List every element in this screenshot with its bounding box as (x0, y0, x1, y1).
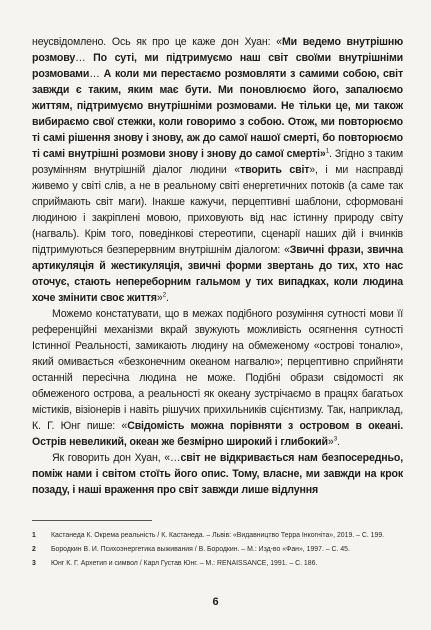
text-run: … (89, 68, 104, 80)
footnote-text: Бородкин В. И. Психоэнергетика выживания / В. Бородкин. – М.: Изд-во «Фан», 1997. – С. 45. (51, 546, 350, 553)
footnote-ref: 1 (325, 147, 330, 155)
footnote-text: Юнг К. Г. Архетип и символ / Карл Густав Юнг. – М.: RENAISSANCE, 1991. – С. 186. (51, 560, 318, 567)
footnote-text: Кастанеда К. Окрема реальність / К. Кастанеда. – Львів: «Видавництво Терра Інкогніта», 2019. – С. 199. (51, 532, 385, 539)
main-text (32, 34, 403, 498)
text-run: неусвідомлено. Ось як про це каже дон Хуан: « (32, 36, 282, 48)
emphasized-text: » (319, 148, 326, 160)
paragraph-3 (32, 450, 403, 498)
text-run: Можемо констатувати, що в межах подібного розуміння сутності мови її референційні механізми вкрай звужують можливість осягнення сутності Істинної Реальності, замикають людину на обмеженому «острові тоналю», який омивається «безконечним океаном нагвалю»; перцептивно сприйняти останній пересічна людина не може. Подібні образи свідомості як обмеженого острова, а реальності як океану зустрічаємо в працях багатьох містиків, візіонерів і навіть рішучих прихильників сцієнтизму. Так, наприклад, К. Г. Юнг пише: « (32, 308, 403, 432)
emphasized-text: творить світ (240, 164, 310, 176)
page-number: 6 (212, 596, 219, 608)
footnote-number: 1 (32, 532, 36, 539)
emphasized-text: світ не відкривається нам безпосередньо, поміж нами і світом стоїть його опис. Тому, власне, ми завжди на крок позаду, і наші враження про світ завжди лише відлуння (32, 452, 403, 496)
footnote-divider (32, 520, 152, 521)
emphasized-text: Свідомість можна порівняти з островом в океані. Острів невеликий, океан же безмірно широкий і глибокий (32, 420, 403, 448)
emphasized-text: По суті, ми підтримуємо наш світ своїми внутрішніми розмовами (32, 52, 403, 80)
text-run: » (327, 436, 334, 448)
paragraph-2 (32, 306, 403, 450)
footnote (32, 531, 403, 540)
emphasized-text: Звичні фрази, звична артикуляція й жестикуляція, звичні форми звертань до тих, хто нас оточує, стають непереборним гальмом у тих випадках, коли людина хоче змінити своє життя (32, 244, 403, 304)
footnote-ref: 2 (162, 291, 167, 299)
text-run: . Згідно з таким розумінням внутрішній діалог людини « (32, 148, 403, 176)
footnote (32, 559, 403, 568)
text-run: Як говорить дон Хуан, «… (52, 452, 181, 464)
emphasized-text: А коли ми перестаємо розмовляти з самими собою, світ завжди є таким, яким має бути. Ми поновлюємо його, запалюємо життям, підтримуємо внутрішніми розмовами. Не тільки це, ми також вибираємо свої стежки, коли говоримо з собою. Отож, ми повторюємо ті самі рішення знову і знову, аж до самої нашої смерті, бо повторюємо ті самі внутрішні розмови знову і знову до самої смерті (32, 68, 403, 160)
footnotes (32, 531, 403, 573)
footnote-number: 3 (32, 560, 36, 567)
text-run: … (75, 52, 94, 64)
footnote-ref: 3 (333, 435, 338, 443)
text-run: », і ми насправді живемо у світі слів, а не в реальному світі енергетичних потоків (а саме так сприймають світ маги). Інакше кажучи, перцептивні шаблони, сформовані людиною і закріплені мовою, приховують від нас істинну природу світу (нагваль). Крім того, поведінкові стереотипи, сценарії наших дій і вчинків підтримуються безперервним внутрішнім діалогом: « (32, 164, 403, 256)
text-run: » (156, 292, 163, 304)
emphasized-text: Ми ведемо внутрішню розмову (32, 36, 404, 64)
footnote (32, 545, 403, 554)
footnote-number: 2 (32, 546, 36, 553)
text-run: . (166, 292, 169, 304)
text-run: . (337, 436, 340, 448)
paragraph-1 (32, 34, 403, 306)
